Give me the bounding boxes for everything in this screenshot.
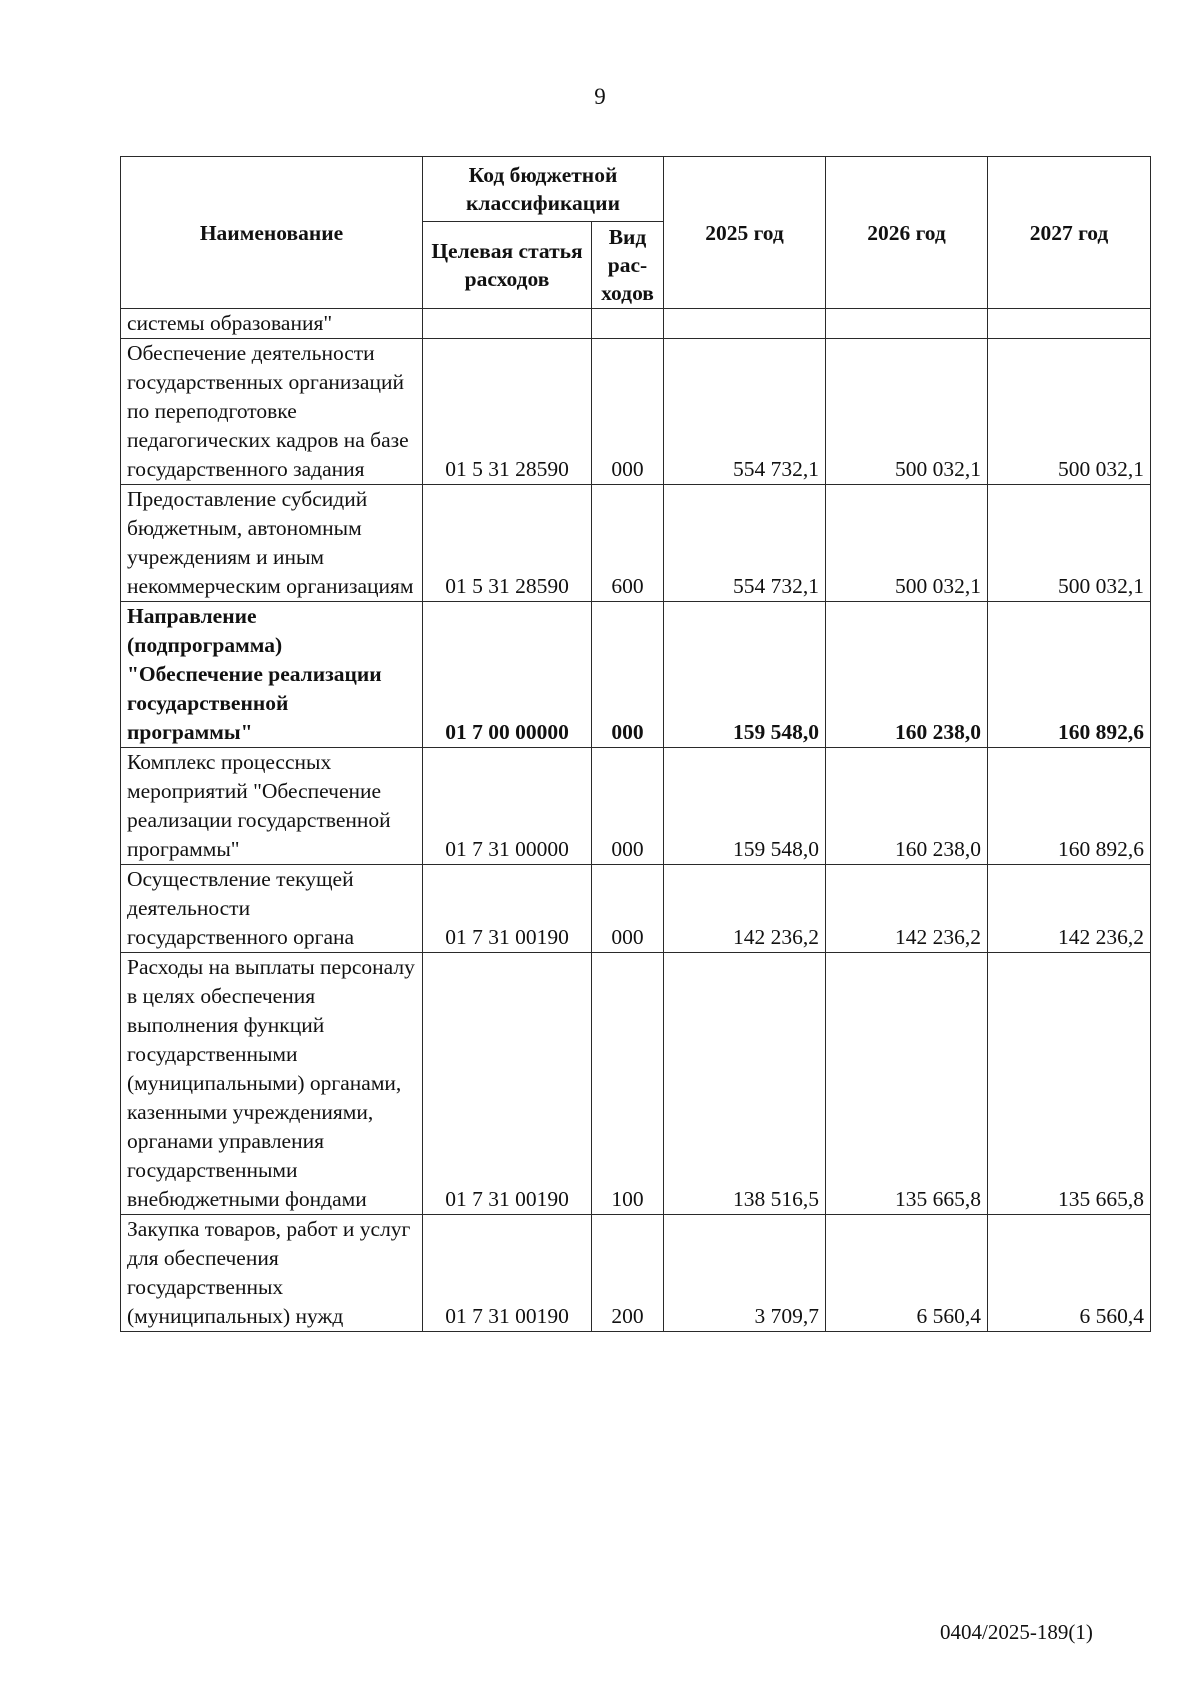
- row-amount-2025: [664, 309, 826, 339]
- row-amount-2025: 142 236,2: [664, 865, 826, 953]
- row-amount-2026: [826, 309, 988, 339]
- row-expense-kind: 000: [592, 339, 664, 485]
- table-row: [121, 953, 1151, 1215]
- row-expense-kind: 000: [592, 602, 664, 748]
- row-name: Обеспечение деятельности государственных организаций по переподготовке педагогических кадров на базе государственного задания: [121, 339, 423, 485]
- row-amount-2025: 554 732,1: [664, 339, 826, 485]
- row-amount-2026: 500 032,1: [826, 485, 988, 602]
- header-year-2027: 2027 год: [988, 157, 1151, 309]
- row-target-article: 01 7 31 00000: [423, 748, 592, 865]
- table-body: [121, 309, 1151, 1332]
- row-amount-2026: 6 560,4: [826, 1215, 988, 1332]
- page-number: 9: [594, 84, 606, 109]
- table-row: [121, 1215, 1151, 1332]
- row-amount-2026: 160 238,0: [826, 748, 988, 865]
- row-target-article: 01 7 31 00190: [423, 865, 592, 953]
- table-header: [121, 157, 1151, 309]
- row-amount-2026: 500 032,1: [826, 339, 988, 485]
- table-row: [121, 485, 1151, 602]
- row-target-article: 01 7 31 00190: [423, 953, 592, 1215]
- row-expense-kind: 200: [592, 1215, 664, 1332]
- header-year-2025: 2025 год: [664, 157, 826, 309]
- header-name: Наименование: [121, 157, 423, 309]
- row-amount-2026: 142 236,2: [826, 865, 988, 953]
- header-expense-kind: Вид рас-ходов: [592, 222, 664, 309]
- row-name: Предоставление субсидий бюджетным, автономным учреждениям и иным некоммерческим организациям: [121, 485, 423, 602]
- row-expense-kind: [592, 309, 664, 339]
- budget-table: [120, 156, 1151, 1332]
- row-target-article: [423, 309, 592, 339]
- row-name: системы образования": [121, 309, 423, 339]
- row-amount-2025: 159 548,0: [664, 748, 826, 865]
- row-amount-2026: 135 665,8: [826, 953, 988, 1215]
- row-target-article: 01 7 31 00190: [423, 1215, 592, 1332]
- row-amount-2026: 160 238,0: [826, 602, 988, 748]
- header-target-article: Целевая статья расходов: [423, 222, 592, 309]
- row-amount-2027: 135 665,8: [988, 953, 1151, 1215]
- row-target-article: 01 5 31 28590: [423, 339, 592, 485]
- row-expense-kind: 000: [592, 748, 664, 865]
- row-expense-kind: 100: [592, 953, 664, 1215]
- table-row: [121, 748, 1151, 865]
- document-code: 0404/2025-189(1): [940, 1620, 1093, 1644]
- row-amount-2027: [988, 309, 1151, 339]
- row-name: Закупка товаров, работ и услуг для обеспечения государственных (муниципальных) нужд: [121, 1215, 423, 1332]
- row-target-article: 01 5 31 28590: [423, 485, 592, 602]
- table-row: [121, 309, 1151, 339]
- row-name: Направление (подпрограмма) "Обеспечение реализации государственной программы": [121, 602, 423, 748]
- row-expense-kind: 000: [592, 865, 664, 953]
- row-target-article: 01 7 00 00000: [423, 602, 592, 748]
- row-amount-2027: 160 892,6: [988, 748, 1151, 865]
- header-budget-code-group: Код бюджетной классификации: [423, 157, 664, 222]
- row-name: Осуществление текущей деятельности государственного органа: [121, 865, 423, 953]
- row-expense-kind: 600: [592, 485, 664, 602]
- row-amount-2025: 554 732,1: [664, 485, 826, 602]
- table-row: [121, 339, 1151, 485]
- row-amount-2025: 3 709,7: [664, 1215, 826, 1332]
- row-amount-2027: 500 032,1: [988, 485, 1151, 602]
- row-amount-2025: 159 548,0: [664, 602, 826, 748]
- header-year-2026: 2026 год: [826, 157, 988, 309]
- row-amount-2027: 6 560,4: [988, 1215, 1151, 1332]
- row-amount-2027: 142 236,2: [988, 865, 1151, 953]
- row-amount-2025: 138 516,5: [664, 953, 826, 1215]
- row-amount-2027: 500 032,1: [988, 339, 1151, 485]
- row-name: Комплекс процессных мероприятий "Обеспечение реализации государственной программы": [121, 748, 423, 865]
- row-amount-2027: 160 892,6: [988, 602, 1151, 748]
- table-row: [121, 865, 1151, 953]
- table-row: [121, 602, 1151, 748]
- row-name: Расходы на выплаты персоналу в целях обеспечения выполнения функций государственными (муниципальными) органами, казенными учреждениями, органами управления государственными внебюджетными фондами: [121, 953, 423, 1215]
